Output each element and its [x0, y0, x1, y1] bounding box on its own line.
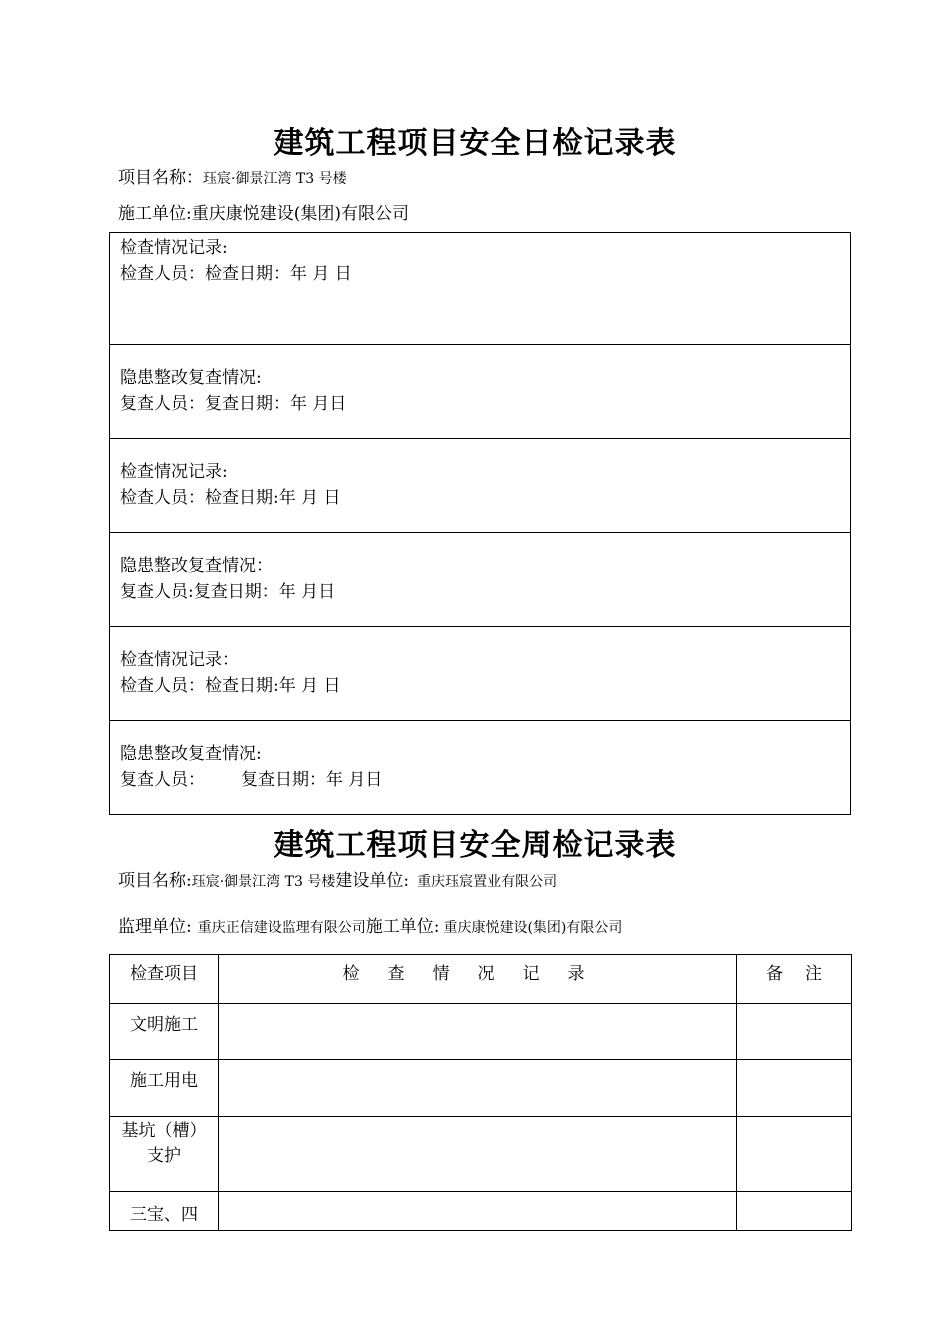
table-row [110, 533, 851, 627]
inspector-date-line: 检查人员：检查日期：年 月 日 [120, 264, 352, 284]
inspection-record-label: 检查情况记录: [120, 238, 228, 258]
daily-title: 建筑工程项目安全日检记录表 [273, 126, 677, 161]
item-cell: 三宝、四 [110, 1192, 219, 1231]
table-row [110, 1060, 852, 1117]
daily-project-line [118, 163, 347, 188]
contractor-label: 施工单位: [365, 917, 440, 937]
daily-table [109, 232, 851, 815]
table-row [110, 233, 851, 345]
project-name-label: 项目名称： [118, 168, 203, 188]
weekly-units-line [118, 912, 622, 937]
project-name-label: 项目名称: [118, 871, 192, 891]
recheck-label: 隐患整改复查情况: [120, 744, 262, 764]
remark-cell [737, 1004, 852, 1060]
record-cell [219, 1117, 737, 1192]
item-cell: 基坑（槽）支护 [110, 1117, 219, 1192]
remark-cell [737, 1117, 852, 1192]
table-row [110, 721, 851, 815]
supervisor-value: 重庆正信建设监理有限公司 [197, 920, 366, 936]
header-remark-text: 备注 [766, 964, 844, 984]
table-row [110, 1004, 852, 1060]
rechecker-label: 复查人员： [120, 770, 205, 790]
recheck-label: 隐患整改复查情况: [120, 368, 262, 388]
inspection-record-label: 检查情况记录： [120, 650, 239, 670]
record-cell [219, 1060, 737, 1117]
table-row [110, 345, 851, 439]
record-cell [219, 1192, 737, 1231]
header-item: 检查项目 [110, 955, 219, 1004]
table-row [110, 1117, 852, 1192]
header-record-text: 检查情况记录 [342, 964, 613, 984]
weekly-project-line [118, 866, 557, 891]
rechecker-date-line [120, 767, 850, 793]
header-record [219, 955, 737, 1004]
table-header-row [110, 955, 852, 1004]
contractor-value: 重庆康悦建设(集团)有限公司 [443, 920, 623, 936]
item-cell: 施工用电 [110, 1060, 219, 1117]
rechecker-date-line: 复查人员：复查日期：年 月日 [120, 394, 347, 414]
remark-cell [737, 1192, 852, 1231]
table-row [110, 439, 851, 533]
table-row [110, 1192, 852, 1231]
table-row [110, 627, 851, 721]
inspection-record-label: 检查情况记录: [120, 462, 228, 482]
inspector-date-line: 检查人员：检查日期:年 月 日 [120, 488, 341, 508]
item-cell: 文明施工 [110, 1004, 219, 1060]
remark-cell [737, 1060, 852, 1117]
weekly-title: 建筑工程项目安全周检记录表 [273, 828, 677, 863]
builder-label: 建设单位: [335, 871, 410, 891]
project-name-value: 珏宸·御景江湾 T3 号楼 [191, 874, 336, 890]
recheck-date-label: 复查日期：年 月日 [241, 770, 383, 790]
inspector-date-line: 检查人员：检查日期:年 月 日 [120, 676, 341, 696]
daily-contractor: 施工单位:重庆康悦建设(集团)有限公司 [118, 204, 409, 224]
record-cell [219, 1004, 737, 1060]
weekly-table [109, 954, 852, 1231]
builder-value: 重庆珏宸置业有限公司 [417, 874, 558, 890]
rechecker-date-line: 复查人员:复查日期：年 月日 [120, 582, 336, 602]
supervisor-label: 监理单位: [118, 917, 192, 937]
header-remark [737, 955, 852, 1004]
project-name-value: 珏宸·御景江湾 T3 号楼 [203, 171, 347, 187]
recheck-label: 隐患整改复查情况： [120, 556, 273, 576]
